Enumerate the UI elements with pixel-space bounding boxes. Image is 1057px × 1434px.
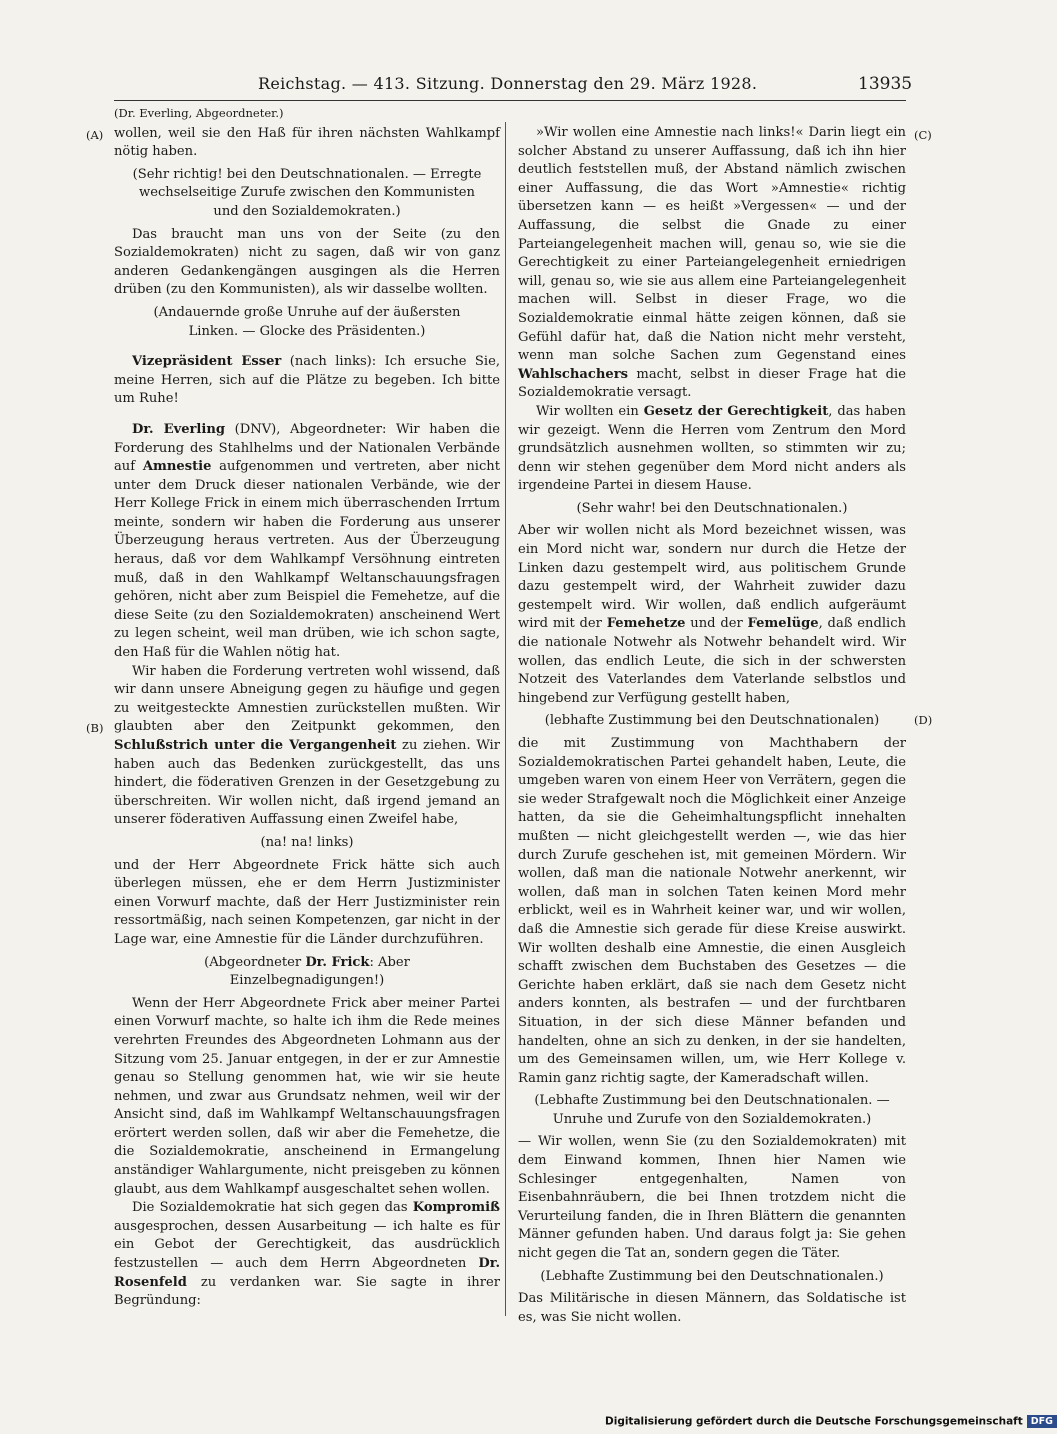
keyword: Kompromiß: [412, 1200, 500, 1216]
paragraph: Die Sozialdemokratie hat sich gegen das Kompromiß ausgesprochen, dessen Ausarbeitung — ich halte es für ein Gebot der Gerechtigkeit, das ausdrücklich festzustellen — auch dem Herrn Abgeordneten Dr. Rosenfeld zu verdanken war. Sie sagte in ihrer Begründung:: [114, 1200, 500, 1309]
margin-marker-b: (B): [86, 721, 104, 735]
paragraph: Das Militärische in diesen Männern, das Soldatische ist es, was Sie nicht wollen.: [518, 1291, 906, 1325]
interjection: (Abgeordneter Dr. Frick: Aber Einzelbegnadigungen!): [204, 954, 410, 989]
dfg-logo: DFG: [1027, 1415, 1057, 1428]
speech-everling: Dr. Everling (DNV), Abgeordneter: Wir haben die Forderung des Stahlhelms und der Nationalen Verbände auf Amnestie aufgenommen und vertreten, aber nicht unter dem Druck dieser nationalen Verbände, wie der Herr Kollege Frick in einem mich überraschenden Irrtum meinte, sondern wir haben die Forderung aus unserer Überzeugung heraus vertreten. Aus der Überzeugung heraus, daß vor dem Wahlkampf Versöhnung eintreten muß, daß in den Wahlkampf Weltanschauungsfragen gehören, nicht aber zum Beispiel die Femehetze, auf die diese Seite (zu den Sozialdemokraten) anscheinend Wert zu legen scheint, weil man drüben, wie ich schon sagte, den Haß für die Wahlen nötig hat.: [114, 421, 501, 661]
margin-marker-d: (D): [914, 713, 933, 727]
page-number: 13935: [858, 74, 913, 94]
paragraph: »Wir wollen eine Amnestie nach links!« Darin liegt ein solcher Abstand zu unserer Auffassung, daß ich ihn hier deutlich feststellen muß, der Abstand nämlich zwischen einer Auffassung, die das Wort »Amnestie« richtig übersetzen kann — es heißt »Vergessen« — und der Auffassung, die selbst die Gnade zu einer Parteiangelegenheit machen will, genau so, wie sie die Gerechtigkeit zu einer Parteiangelegenheit erniedrigen will, genau so, wie sie aus allem eine Parteiangelegenheit machen will. Selbst in dieser Frage, wo die Sozialdemokratie einmal hätte zeigen können, daß sie Gefühl dafür hat, daß die Nation nicht mehr versteht, wenn man solche Sachen zum Gegenstand eines Wahlschachers macht, selbst in dieser Frage hat die Sozialdemokratie versagt.: [518, 125, 906, 401]
paragraph: die mit Zustimmung von Machthabern der Sozialdemokratischen Partei gehandelt haben, Leute, die umgeben waren von einem Heer von Verrätern, gegen die sie weder Strafgewalt noch die Möglichkeit einer Anzeige hatten, da sie die Geheimhaltungspflicht innehalten mußten — nicht gleichgestellt werden —, wie das hier durch Zurufe geschehen ist, mit gemeinen Mördern. Wir wollen, daß man die nationale Notwehr anerkennt, wir wollen, daß man in solchen Taten keinen Mord mehr erblickt, weil es in Wahrheit keiner war, und wir wollen, daß die Amnestie sich gerade für diese Kreise auswirkt. Wir wollten deshalb eine Amnestie, die einen Ausgleich schafft zwischen dem Buchstaben des Gesetzes — die Gerichte haben erklärt, daß sie nach dem Gesetz nicht anders konnten, als bestrafen — und der furchtbaren Situation, in der sich diese Männer befanden und handelten, ohne an sich zu denken, in der sie handelten, um des Gemeinsamen willen, um, wie Herr Kollege v. Ramin ganz richtig sagte, der Kameradschaft willen.: [518, 736, 906, 1086]
paragraph: Wir haben die Forderung vertreten wohl wissend, daß wir dann unsere Abneigung gegen zu häufige und gegen zu weitgesteckte Amnestien zurückstellen mußten. Wir glaubten aber den Zeitpunkt gekommen, den Schlußstrich unter die Vergangenheit zu ziehen. Wir haben auch das Bedenken zurückgestellt, das uns hindert, die föderativen Grenzen in der Gesetzgebung zu überschreiten. Wir wollen nicht, daß irgend jemand an unserer föderativen Auffassung einen Zweifel habe,: [114, 663, 500, 828]
left-column: [114, 104, 500, 1311]
keyword: Femehetze: [606, 616, 686, 632]
credit-text: Digitalisierung gefördert durch die Deutsche Forschungsgemeinschaft: [605, 1415, 1023, 1428]
paragraph: Das braucht man uns von der Seite (zu den Sozialdemokraten) nicht zu sagen, daß wir von ganz anderen Gedankengängen ausgingen als die Herren drüben (zu den Kommunisten), als wir dasselbe wollten.: [114, 226, 500, 298]
interjection: (Lebhafte Zustimmung bei den Deutschnationalen.): [540, 1268, 884, 1284]
interjection: (lebhafte Zustimmung bei den Deutschnationalen): [544, 713, 880, 729]
speaker-name: Dr. Rosenfeld: [114, 1256, 500, 1290]
paragraph: wollen, weil sie den Haß für ihren nächsten Wahlkampf nötig haben.: [114, 125, 500, 160]
interjection: (Andauernde große Unruhe auf der äußersten Linken. — Glocke des Präsidenten.): [153, 304, 461, 339]
digitization-credit: [605, 1415, 1053, 1433]
speaker-name: Vizepräsident Esser: [132, 354, 282, 370]
speaker-name: Dr. Frick: [305, 954, 370, 970]
speech-vizepraesident: [114, 353, 500, 409]
keyword: Schlußstrich unter die Vergangenheit: [114, 738, 397, 753]
speech-text: (nach links): Ich ersuche Sie, meine Herren, sich auf die Plätze zu begeben. Ich bitte um Ruhe!: [114, 354, 501, 407]
running-title: Reichstag. — 413. Sitzung. Donnerstag den 29. März 1928.: [258, 74, 758, 93]
speaker-name: Dr. Everling: [132, 421, 226, 437]
interjection: (Sehr richtig! bei den Deutschnationalen. — Erregte wechselseitige Zurufe zwischen den Kommunisten und den Sozialdemokraten.): [132, 166, 482, 219]
interjection: (na! na! links): [260, 834, 354, 850]
margin-marker-c: (C): [914, 128, 932, 142]
paragraph: Aber wir wollen nicht als Mord bezeichnet wissen, was ein Mord nicht war, sondern nur durch die Hetze der Linken dazu gestempelt wird, aus politischem Grunde dazu gestempelt wird, der Wahrheit zuwider dazu gestempelt wird. Wir wollen, daß endlich aufgeräumt wird mit der Femehetze und der Femelüge, daß endlich die nationale Notwehr als Notwehr behandelt wird. Wir wollen, das endlich Leute, die sich in der schwersten Notzeit des Vaterlandes dem Vaterlande selbstlos und hingebend zur Verfügung gestellt haben,: [518, 523, 906, 706]
paragraph: und der Herr Abgeordnete Frick hätte sich auch überlegen müssen, ehe er dem Herrn Justizminister einen Vorwurf machte, daß der Herr Justizminister rein ressortmäßig, nach seinen Kompetenzen, gar nicht in der Lage war, eine Amnestie für die Länder durchzuführen.: [114, 857, 500, 947]
interjection: (Sehr wahr! bei den Deutschnationalen.): [576, 500, 848, 516]
speaker-running-head: (Dr. Everling, Abgeordneter.): [114, 106, 284, 120]
interjection: (Lebhafte Zustimmung bei den Deutschnationalen. — Unruhe und Zurufe von den Sozialdemokraten.): [534, 1093, 890, 1127]
page-header: [0, 74, 1000, 98]
right-column: [518, 104, 906, 1327]
keyword: Gesetz der Gerechtigkeit: [643, 403, 829, 419]
keyword: Wahlschachers: [518, 366, 628, 382]
header-rule: [114, 100, 906, 101]
keyword: Amnestie: [142, 459, 212, 475]
paragraph: Wenn der Herr Abgeordnete Frick aber meiner Partei einen Vorwurf machte, so halte ich ihm die Rede meines verehrten Freundes des Abgeordneten Lohmann aus der Sitzung vom 25. Januar entgegen, in der er zur Amnestie genau so Stellung genommen hat, wie wir sie heute nehmen, und zwar aus Grundsatz nehmen, weil wir der Ansicht sind, daß im Wahlkampf Weltanschauungsfragen erörtert werden sollen, daß wir aber die Femehetze, die die Sozialdemokratie, anscheinend in Ermangelung anständiger Wahlargumente, nicht preisgeben zu können glaubt, aus dem Wahlkampf ausgeschaltet sehen wollen.: [114, 995, 500, 1197]
paragraph: — Wir wollen, wenn Sie (zu den Sozialdemokraten) mit dem Einwand kommen, Ihnen hier Namen wie Schlesinger entgegenhalten, Namen von Eisenbahnräubern, die bei Ihnen trotzdem nicht die Verurteilung fanden, die in Ihren Blättern die genannten Männer gefunden haben. Und daraus folgt ja: Sie gehen nicht gegen die Tat an, sondern gegen die Täter.: [518, 1134, 906, 1262]
column-divider: [505, 122, 506, 1316]
keyword: Femelüge: [747, 616, 819, 632]
paragraph: Wir wollten ein Gesetz der Gerechtigkeit, das haben wir gezeigt. Wenn die Herren vom Zentrum den Mord grundsätzlich ausnehmen wollten, so stimmten wir zu; denn wir stehen gegenüber dem Mord nicht anders als irgendeine Partei in diesem Hause.: [518, 403, 906, 494]
margin-marker-a: (A): [86, 128, 104, 142]
